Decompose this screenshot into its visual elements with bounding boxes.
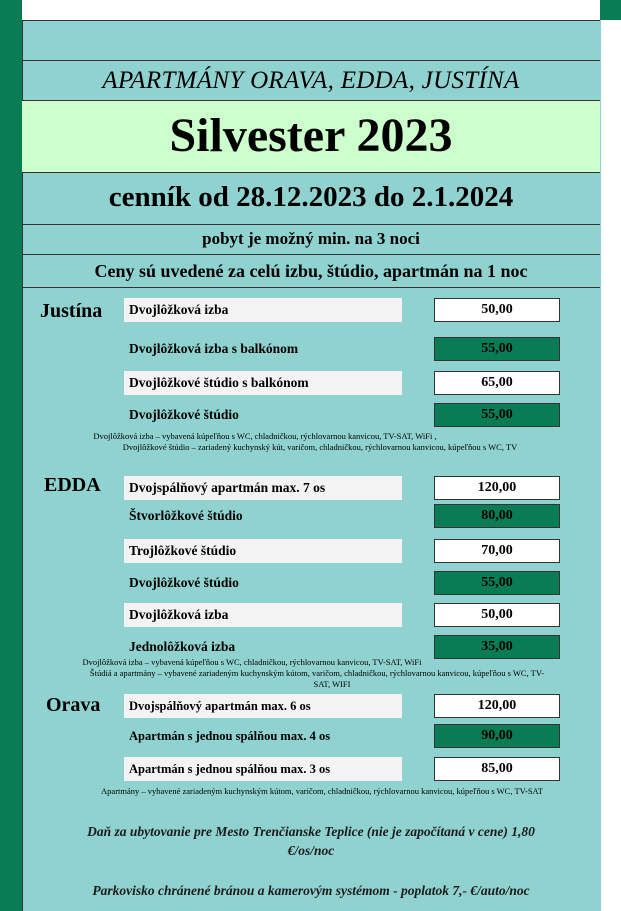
equipment-note: Apartmány – vybavené zariadeným kuchynským kútom, varičom, chladničkou, rýchlovarnou kanvicou, kúpeľňou s WC, TV-SAT [101,786,543,796]
room-label: Dvojlôžkové štúdio s balkónom [124,371,402,395]
group-title-orava: Orava [46,694,101,716]
room-price: 50,00 [434,298,560,322]
room-price: 55,00 [434,337,560,361]
room-price: 80,00 [434,504,560,528]
page-title: Silvester 2023 [22,100,600,172]
room-price: 50,00 [434,603,560,627]
room-price: 35,00 [434,635,560,659]
equipment-note: SAT, WIFI [313,679,351,689]
tax-note: Daň za ubytovanie pre Mesto Trenčianske Teplice (nie je započítaná v cene) 1,80 [87,824,535,839]
room-label: Dvojlôžkové štúdio [129,407,239,422]
room-price: 55,00 [434,571,560,595]
price-period: cenník od 28.12.2023 do 2.1.2024 [22,172,600,224]
top-right-green-corner [600,0,621,20]
room-price: 55,00 [434,403,560,427]
group-title-edda: EDDA [44,474,101,496]
room-price: 90,00 [434,724,560,748]
room-price: 120,00 [434,694,560,718]
equipment-note: Dvojlôžková izba – vybavená kúpeľňou s WC, chladničkou, rýchlovarnou kanvicou, TV-SAT, WiFi [82,657,422,667]
room-label: Dvojspálňový apartmán max. 6 os [124,694,402,718]
room-label: Apartmán s jednou spálňou max. 4 os [129,729,331,743]
equipment-note: Dvojlôžkové štúdio – zariadený kuchynský kút, varičom, chladničkou, rýchlovarnou kanvicou, kúpeľňou s WC, TV [122,442,518,452]
equipment-note: Štúdiá a apartmány – vybavené zariadeným kuchynským kútom, varičom, chladničkou, rýchlovarnou kanvicou, kúpeľňou s WC, TV- [89,668,545,678]
room-label: Dvojlôžkové štúdio [129,575,239,590]
room-label: Dvojlôžková izba [124,603,402,627]
room-label: Apartmán s jednou spálňou max. 3 os [124,757,402,781]
left-green-bar [0,0,22,911]
empty-top-band [22,20,600,60]
equipment-note: Dvojlôžková izba – vybavená kúpeľňou s WC, chladničkou, rýchlovarnou kanvicou, TV-SAT, WiFi , [93,431,437,441]
room-price: 120,00 [434,476,560,500]
room-label: Dvojspálňový apartmán max. 7 os [124,476,402,500]
room-label: Dvojlôžková izba [124,298,402,322]
room-label: Štvorlôžkové štúdio [129,508,243,523]
room-price: 85,00 [434,757,560,781]
room-price: 65,00 [434,371,560,395]
parking-note: Parkovisko chránené bránou a kamerovým systémom - poplatok 7,- €/auto/noc [92,883,530,898]
room-label: Jednolôžková izba [129,639,236,654]
price-basis-note: Ceny sú uvedené za celú izbu, štúdio, apartmán na 1 noc [22,254,600,288]
room-label: Trojlôžkové štúdio [124,539,402,563]
apartments-subtitle: APARTMÁNY ORAVA, EDDA, JUSTÍNA [22,60,600,100]
room-label: Dvojlôžková izba s balkónom [129,341,299,356]
room-price: 70,00 [434,539,560,563]
group-title-justina: Justína [40,300,103,322]
min-stay-note: pobyt je možný min. na 3 noci [22,224,600,254]
tax-note-unit: €/os/noc [287,843,335,858]
